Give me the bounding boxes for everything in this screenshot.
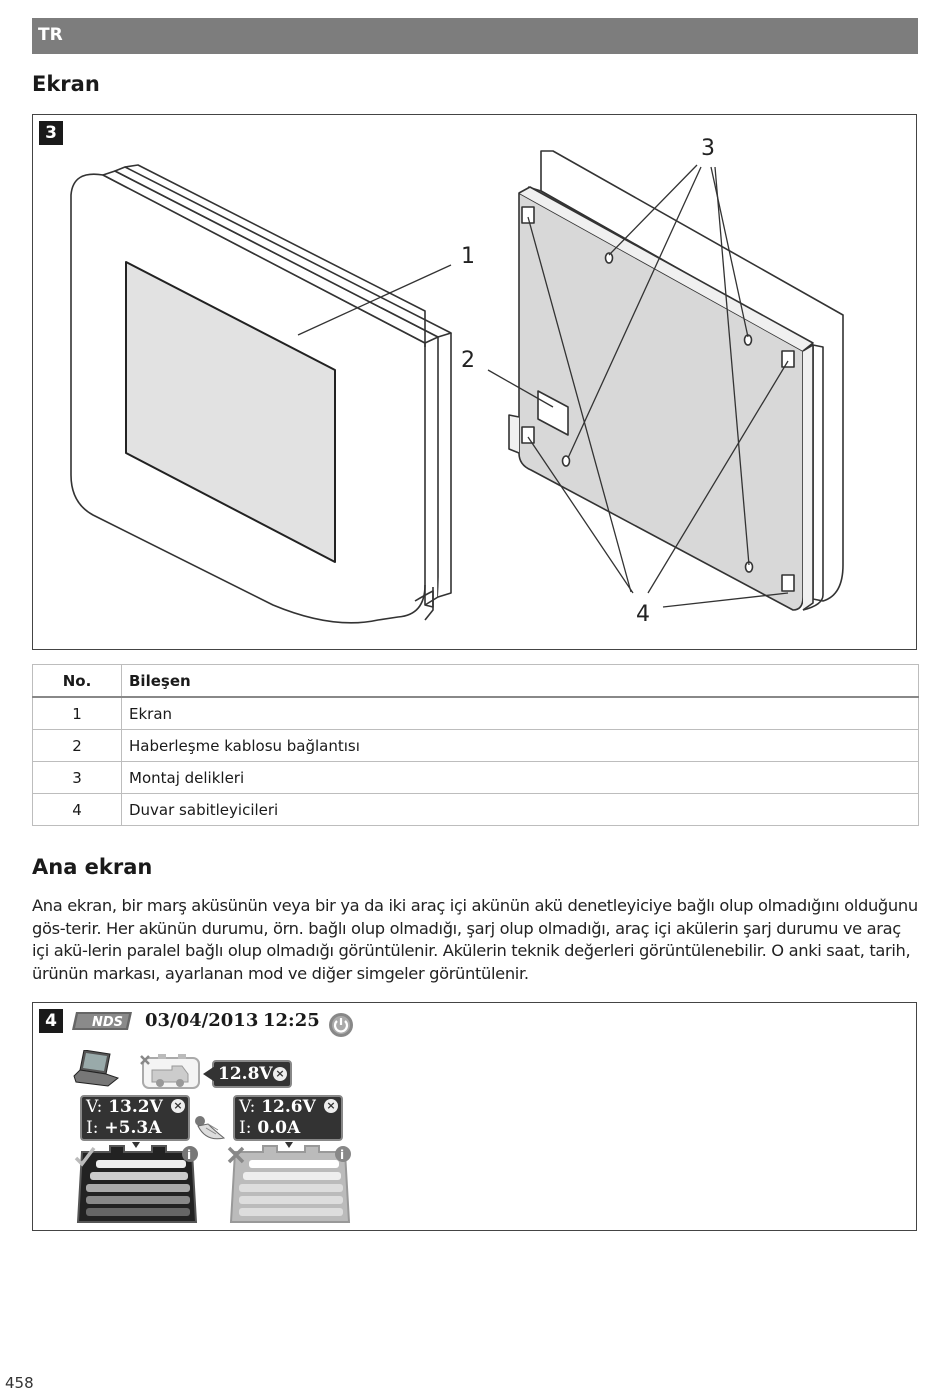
- table-row: [33, 794, 919, 826]
- display-back-view: [509, 151, 843, 610]
- row-number: 2: [33, 730, 122, 762]
- page-number: 458: [5, 1374, 34, 1392]
- vehicle-battery-icon: [140, 1052, 202, 1090]
- close-icon[interactable]: ×: [171, 1099, 185, 1113]
- column-header-component: Bileşen: [122, 665, 919, 698]
- brand-logo: [72, 1012, 132, 1030]
- laptop-icon: [72, 1050, 120, 1088]
- row-number: 4: [33, 794, 122, 826]
- battery1-icon[interactable]: [72, 1142, 202, 1226]
- parallel-connection-icon: [194, 1114, 228, 1144]
- figure-number: 4: [39, 1009, 63, 1033]
- table-row: [33, 762, 919, 794]
- status-date: 03/04/2013: [145, 1010, 259, 1031]
- status-time: 12:25: [263, 1010, 320, 1031]
- row-component: Montaj delikleri: [122, 762, 919, 794]
- battery2-icon[interactable]: [225, 1142, 355, 1226]
- pointer-arrow: [203, 1066, 215, 1082]
- parts-table: [32, 664, 919, 826]
- row-number: 3: [33, 762, 122, 794]
- close-icon[interactable]: ×: [324, 1099, 338, 1113]
- info-icon: i: [187, 1148, 192, 1162]
- close-icon[interactable]: ×: [273, 1067, 287, 1081]
- row-component: Haberleşme kablosu bağlantısı: [122, 730, 919, 762]
- table-header-row: [33, 665, 919, 698]
- figure-3-device-illustration: [32, 114, 917, 650]
- language-code: TR: [38, 25, 63, 45]
- info-icon: i: [340, 1148, 345, 1162]
- starter-voltage-value: 12.8V: [218, 1064, 273, 1084]
- table-row: [33, 730, 919, 762]
- row-number: 1: [33, 697, 122, 730]
- section-title-ekran: Ekran: [32, 72, 100, 96]
- callout-2: 2: [461, 348, 475, 373]
- battery2-current: I: 0.0A: [239, 1118, 301, 1138]
- battery1-current: I: +5.3A: [86, 1118, 162, 1138]
- starter-voltage-badge: [212, 1060, 292, 1088]
- power-icon[interactable]: [328, 1012, 354, 1038]
- battery2-values-panel: [233, 1095, 343, 1141]
- battery1-values-panel: [80, 1095, 190, 1141]
- language-header-bar: [32, 18, 918, 54]
- svg-text:NDS: NDS: [92, 1015, 124, 1030]
- row-component: Ekran: [122, 697, 919, 730]
- table-row: [33, 697, 919, 730]
- battery1-voltage: V: 13.2V: [86, 1097, 163, 1117]
- device-drawing: [33, 115, 916, 649]
- display-front-view: [71, 165, 451, 623]
- callout-3: 3: [701, 136, 715, 161]
- section-title-ana-ekran: Ana ekran: [32, 855, 153, 879]
- battery2-voltage: V: 12.6V: [239, 1097, 316, 1117]
- callout-1: 1: [461, 244, 475, 269]
- row-component: Duvar sabitleyicileri: [122, 794, 919, 826]
- figure-number: 3: [39, 121, 63, 145]
- callout-4: 4: [636, 602, 650, 627]
- column-header-no: No.: [33, 665, 122, 698]
- main-screen-description: Ana ekran, bir marş aküsünün veya bir ya da iki araç içi akünün akü denetleyiciye bağlı olup olmadığını olduğunu gös-terir. Her akünün durumu, örn. bağlı olup olmadığı, şarj olup olmadığı, araç içi akülerin şarj durumu ve araç içi akü-lerin paralel bağlı olup olmadığı görüntülenir. Akülerin teknik değerleri görüntülenebilir. O anki saat, tarih, ürünün markası, ayarlanan mod ve diğer simgeler görüntülenir.: [32, 896, 918, 983]
